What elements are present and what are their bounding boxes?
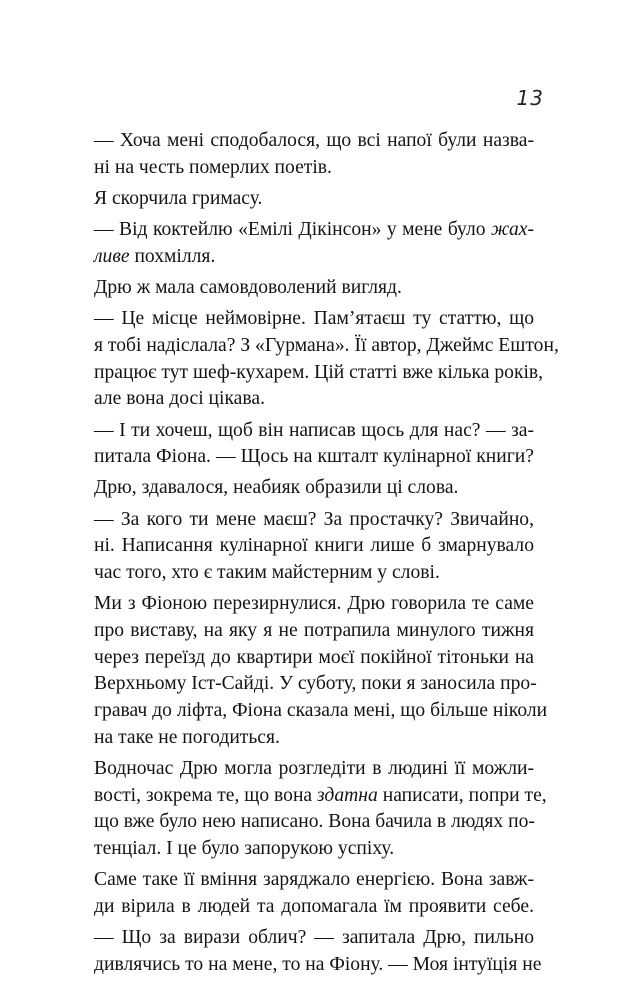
text-line [94, 128, 534, 155]
text-segment: питала Фіона. — Щось на кшталт кулінарної книги? [94, 446, 534, 468]
paragraph [94, 217, 534, 270]
text-segment: — Це місце неймовірне. Пам’ятаєш ту статтю, що [94, 308, 534, 330]
text-segment: — За кого ти мене маєш? За простачку? Звичайно, [94, 508, 534, 530]
text-line [94, 533, 534, 560]
text-line [94, 952, 542, 979]
text-line [94, 645, 534, 672]
text-segment: — Хоча мені сподобалося, що всі напої були назва- [94, 130, 534, 151]
text-segment: похмілля. [129, 245, 216, 267]
text-segment: Ми з Фіоною перезирнулися. Дрю говорила те саме [94, 593, 534, 615]
text-line [94, 360, 544, 387]
text-line [94, 217, 534, 244]
text-segment: вості, зокрема те, що вона [94, 784, 318, 806]
text-line [94, 386, 534, 413]
text-line [94, 186, 534, 213]
paragraph [94, 418, 534, 471]
text-segment: дивлячись то на мене, то на Фіону. — Моя інтуїція не [94, 953, 542, 975]
text-segment: Водночас Дрю могла розгледіти в людині її можли- [94, 757, 534, 779]
paragraph [94, 475, 534, 502]
body-text [94, 128, 559, 983]
text-segment: гравач до ліфта, Фіона сказала мені, що більше ніколи [94, 700, 548, 722]
text-segment: — Що за вирази облич? — запитала Дрю, пильно [94, 927, 534, 949]
text-line [94, 836, 534, 863]
text-line [94, 333, 559, 360]
text-line [94, 809, 534, 836]
paragraph [94, 867, 534, 920]
text-line [94, 756, 534, 783]
text-line [94, 306, 534, 333]
text-segment: ні на честь померлих поетів. [94, 156, 332, 178]
text-segment: на таке не погодиться. [94, 726, 280, 748]
text-segment: ди вірила в людей та допомагала їм проявити себе. [94, 895, 534, 917]
paragraph [94, 507, 534, 587]
text-line [94, 155, 534, 182]
text-line [94, 444, 534, 471]
text-segment: час того, хто є таким майстерним у слові. [94, 562, 440, 584]
text-line [94, 560, 534, 587]
text-line [94, 783, 547, 810]
paragraph [94, 186, 534, 213]
text-segment: Дрю, здавалося, неабияк образили ці слова. [94, 477, 459, 499]
text-line [94, 507, 534, 534]
paragraph [94, 275, 534, 302]
text-segment: Я скорчила гримасу. [94, 187, 263, 209]
text-line [94, 894, 534, 921]
text-segment: Верхньому Іст-Сайді. У суботу, поки я заносила про- [94, 673, 537, 695]
text-line [94, 671, 537, 698]
italic-text: ливе [94, 245, 130, 267]
paragraph [94, 128, 534, 181]
text-line [94, 591, 534, 618]
text-segment: я тобі надіслала? З «Гурмана». Її автор, Джеймс Ештон, [94, 334, 559, 356]
text-line [94, 725, 534, 752]
text-segment: тенціал. І це було запорукою успіху. [94, 838, 395, 860]
text-segment: але вона досі цікава. [94, 388, 265, 410]
text-line [94, 418, 534, 445]
text-segment: через переїзд до квартири моєї покійної тітоньки на [94, 646, 534, 668]
paragraph [94, 306, 559, 413]
text-segment: про виставу, на яку я не потрапила минулого тижня [94, 619, 534, 641]
text-segment: написати, попри те, [377, 784, 547, 806]
text-line [94, 244, 534, 271]
text-line [94, 698, 548, 725]
paragraph [94, 925, 542, 978]
italic-text: здатна [317, 784, 378, 806]
text-segment: — І ти хочеш, щоб він написав щось для нас? — за- [94, 419, 534, 441]
italic-text: жах- [491, 219, 534, 241]
text-line [94, 618, 534, 645]
text-segment: Саме таке її вміння заряджало енергією. Вона завж- [94, 869, 534, 891]
page-number: 13 [516, 86, 544, 110]
text-segment: ні. Написання кулінарної книги лише б змарнувало [94, 535, 534, 557]
text-segment: що вже було нею написано. Вона бачила в людях по- [94, 811, 535, 833]
text-line [94, 275, 534, 302]
paragraph [94, 756, 547, 863]
text-line [94, 475, 534, 502]
text-line [94, 925, 534, 952]
paragraph [94, 591, 548, 751]
text-segment: — Від коктейлю «Емілі Дікінсон» у мене було [94, 219, 491, 241]
text-line [94, 867, 534, 894]
text-segment: Дрю ж мала самовдоволений вигляд. [94, 277, 402, 299]
text-segment: працює тут шеф-кухарем. Цій статті вже кілька років, [94, 361, 544, 383]
